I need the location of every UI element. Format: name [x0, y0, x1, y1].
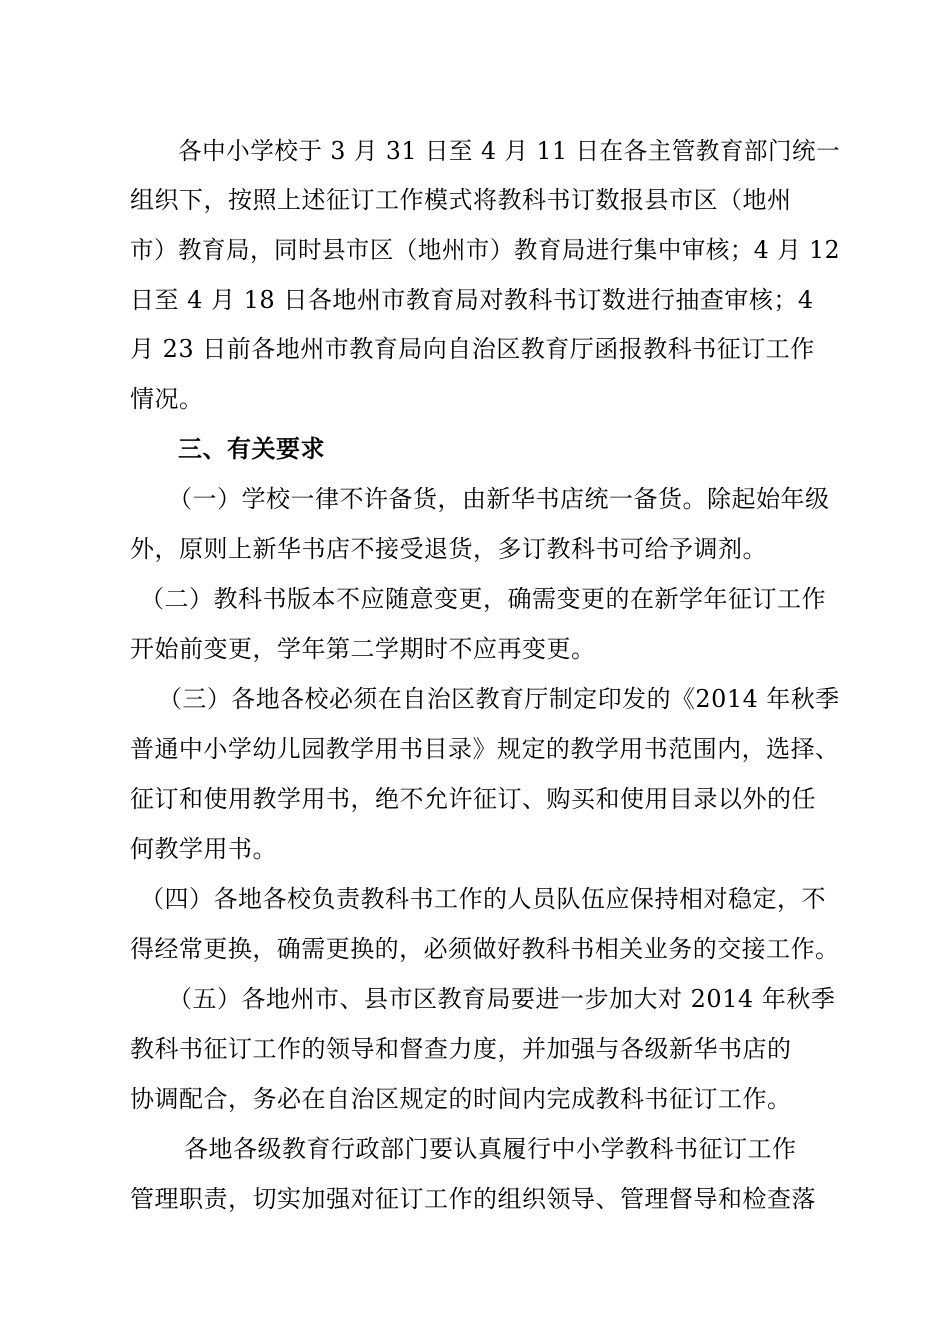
paragraph-line: （五）各地州市、县市区教育局要进一步加大对 2014 年秋季 — [168, 985, 836, 1013]
paragraph-line: （二）教科书版本不应随意变更，确需变更的在新学年征订工作 — [140, 585, 826, 613]
paragraph-line: （一）学校一律不许备货，由新华书店统一备货。除起始年级 — [168, 485, 830, 513]
paragraph-line: 日至 4 月 18 日各地州市教育局对教科书订数进行抽查审核；4 — [130, 286, 814, 314]
paragraph-line: 月 23 日前各地州市教育局向自治区教育厅函报教科书征订工作 — [130, 335, 815, 363]
paragraph-line: （三）各地各校必须在自治区教育厅制定印发的《2014 年秋季 — [158, 685, 840, 713]
paragraph-line: 开始前变更，学年第二学期时不应再变更。 — [130, 635, 596, 663]
paragraph-line: 协调配合，务必在自治区规定的时间内完成教科书征订工作。 — [130, 1085, 792, 1113]
paragraph-line: 各中小学校于 3 月 31 日至 4 月 11 日在各主管教育部门统一 — [178, 137, 841, 165]
paragraph-line: 何教学用书。 — [130, 835, 277, 863]
paragraph-line: 教科书征订工作的领导和督查力度，并加强与各级新华书店的 — [130, 1035, 792, 1063]
paragraph-line: 市）教育局，同时县市区（地州市）教育局进行集中审核；4 月 12 — [130, 236, 841, 264]
paragraph-line: 普通中小学幼儿园教学用书目录》规定的教学用书范围内，选择、 — [130, 735, 840, 763]
paragraph-line: 组织下，按照上述征订工作模式将教科书订数报县市区（地州 — [130, 186, 792, 214]
paragraph-line: 征订和使用教学用书，绝不允许征订、购买和使用目录以外的任 — [130, 785, 816, 813]
paragraph-line: 外，原则上新华书店不接受退货，多订教科书可给予调剂。 — [130, 535, 767, 563]
paragraph-line: 管理职责，切实加强对征订工作的组织领导、管理督导和检查落 — [130, 1185, 816, 1213]
paragraph-line: 情况。 — [130, 385, 204, 413]
paragraph-line: 得经常更换，确需更换的，必须做好教科书相关业务的交接工作。 — [130, 935, 840, 963]
paragraph-line: 各地各级教育行政部门要认真履行中小学教科书征订工作 — [184, 1135, 797, 1163]
section-heading: 三、有关要求 — [178, 434, 325, 463]
paragraph-line: （四）各地各校负责教科书工作的人员队伍应保持相对稳定，不 — [140, 885, 826, 913]
